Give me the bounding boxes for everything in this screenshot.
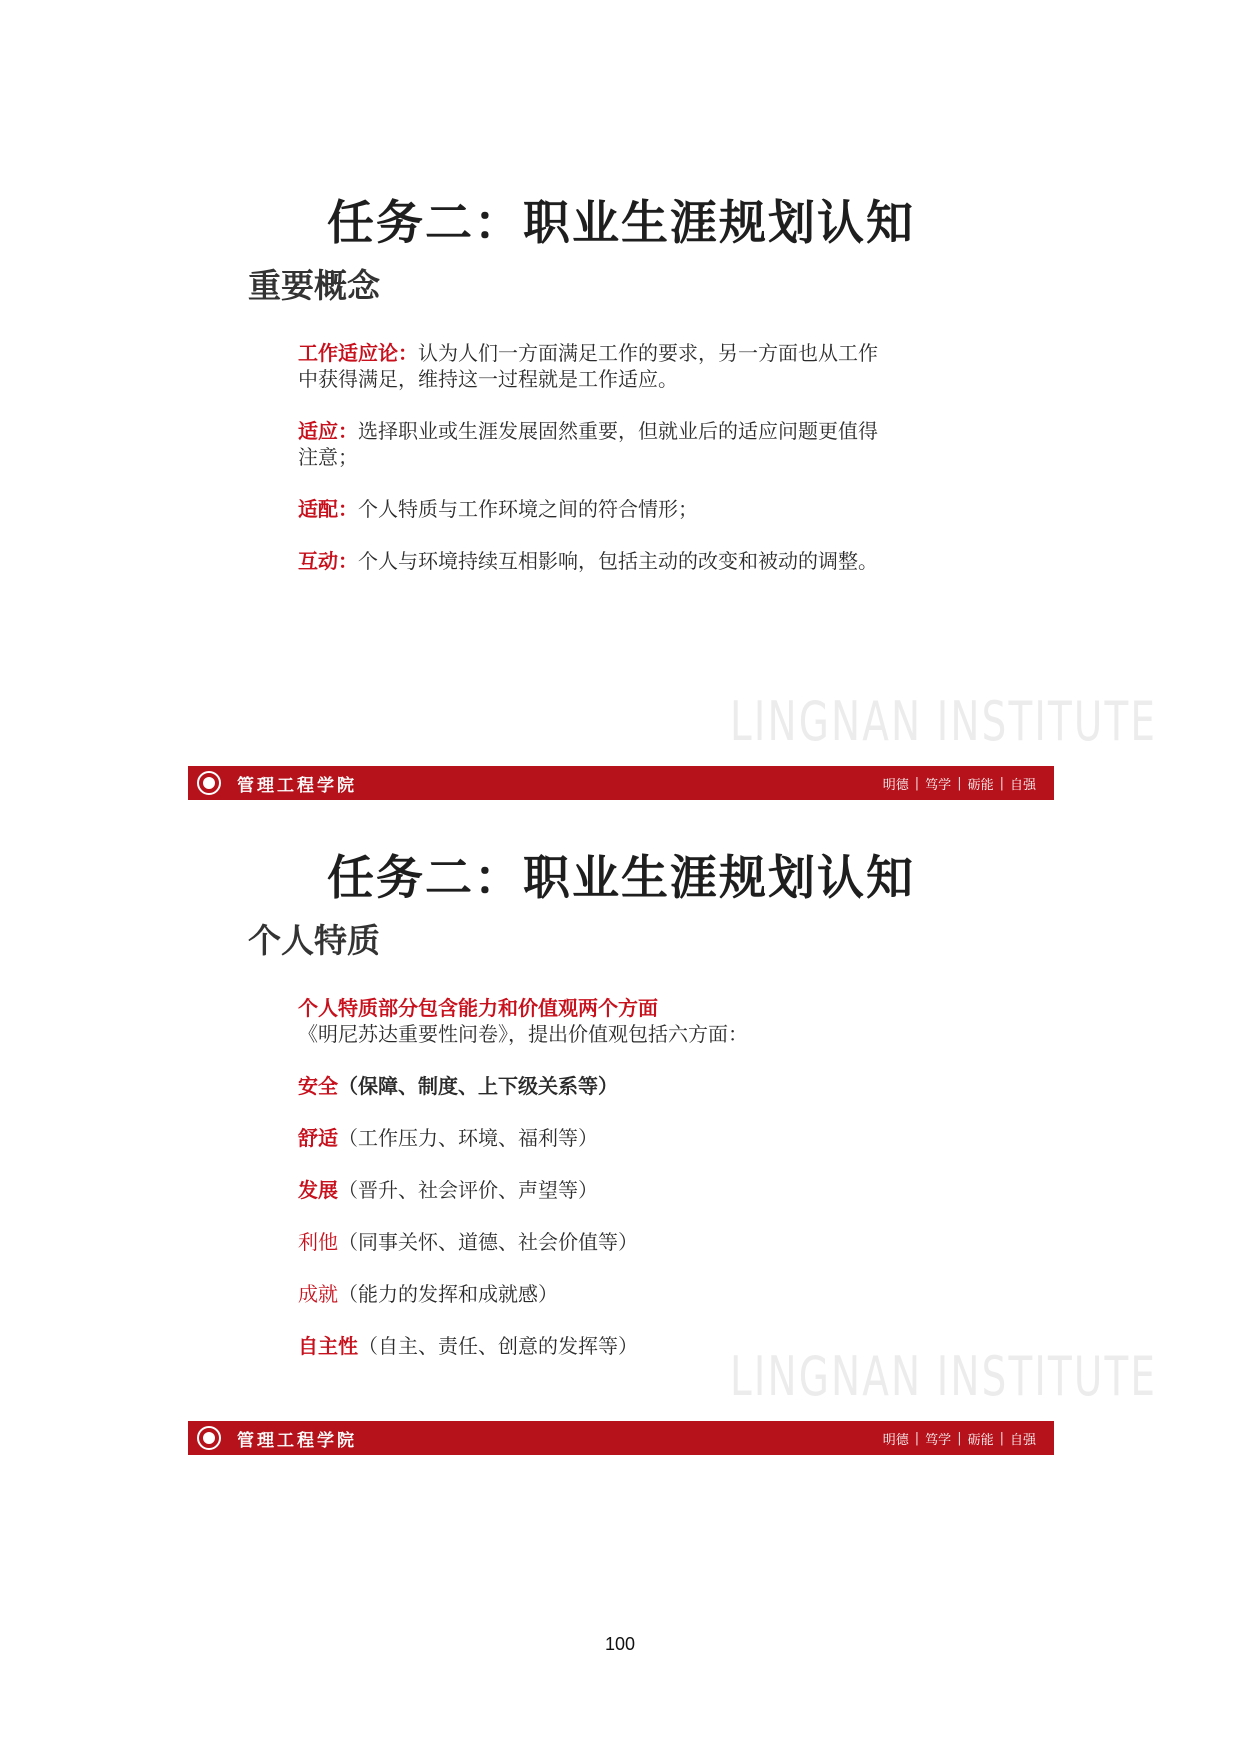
watermark: LINGNAN INSTITUTE (730, 1345, 1158, 1408)
value-item (298, 1229, 888, 1255)
concept-text: 个人特质与工作环境之间的符合情形； (358, 497, 698, 521)
concept-text: 选择职业或生涯发展固然重要，但就业后的适应问题更值得注意； (298, 419, 878, 469)
slide-subtitle: 重要概念 (248, 266, 380, 305)
intro-heading: 个人特质部分包含能力和价值观两个方面 (298, 996, 658, 1020)
concept-text: 个人与环境持续互相影响，包括主动的改变和被动的调整。 (358, 549, 878, 573)
value-term: 成就 (298, 1282, 338, 1306)
slide-footer (188, 766, 1054, 800)
motto-item: 笃学 (925, 777, 952, 793)
concept-list (298, 340, 888, 600)
motto-item: 笃学 (925, 1432, 952, 1448)
value-item (298, 1125, 888, 1151)
concept-term: 互动： (298, 549, 358, 573)
value-item (298, 1177, 888, 1203)
concept-paragraph (298, 548, 888, 574)
motto: 明德 | 笃学 | 砺能 | 自强 (882, 775, 1036, 793)
value-text: （同事关怀、道德、社会价值等） (338, 1230, 638, 1254)
concept-paragraph (298, 418, 888, 470)
value-text: （保障、制度、上下级关系等） (338, 1074, 618, 1098)
slide-personal-traits (188, 805, 1158, 1455)
org-name: 管理工程学院 (237, 1430, 357, 1451)
value-term: 利他 (298, 1230, 338, 1254)
value-term: 发展 (298, 1178, 338, 1202)
intro-text: 《明尼苏达重要性问卷》，提出价值观包括六方面： (298, 1022, 748, 1046)
page-number: 100 (604, 1634, 636, 1654)
value-item (298, 1281, 888, 1307)
value-term: 安全 (298, 1074, 338, 1098)
concept-term: 适应： (298, 419, 358, 443)
value-text: （自主、责任、创意的发挥等） (358, 1334, 638, 1358)
motto-item: 自强 (1009, 1432, 1036, 1448)
value-text: （晋升、社会评价、声望等） (338, 1178, 598, 1202)
intro-block (298, 995, 888, 1047)
motto-item: 自强 (1009, 777, 1036, 793)
value-text: （能力的发挥和成就感） (338, 1282, 558, 1306)
concept-text: 认为人们一方面满足工作的要求，另一方面也从工作中获得满足，维持这一过程就是工作适应。 (298, 341, 878, 391)
slide-title: 任务二：职业生涯规划认知 (327, 851, 915, 906)
motto-item: 砺能 (967, 777, 994, 793)
motto-item: 砺能 (967, 1432, 994, 1448)
watermark: LINGNAN INSTITUTE (730, 690, 1158, 753)
slide-title: 任务二：职业生涯规划认知 (327, 196, 915, 251)
value-text: （工作压力、环境、福利等） (338, 1126, 598, 1150)
traits-list (298, 995, 888, 1385)
concept-paragraph (298, 340, 888, 392)
school-seal-icon (197, 771, 221, 795)
motto-item: 明德 (882, 777, 909, 793)
value-term: 舒适 (298, 1126, 338, 1150)
value-term: 自主性 (298, 1334, 358, 1358)
slide-important-concepts (188, 150, 1158, 800)
motto-item: 明德 (882, 1432, 909, 1448)
concept-paragraph (298, 496, 888, 522)
concept-term: 适配： (298, 497, 358, 521)
org-name: 管理工程学院 (237, 775, 357, 796)
concept-term: 工作适应论： (298, 341, 418, 365)
motto: 明德 | 笃学 | 砺能 | 自强 (882, 1430, 1036, 1448)
slide-footer (188, 1421, 1054, 1455)
slide-subtitle: 个人特质 (248, 921, 380, 960)
value-item (298, 1073, 888, 1099)
school-seal-icon (197, 1426, 221, 1450)
